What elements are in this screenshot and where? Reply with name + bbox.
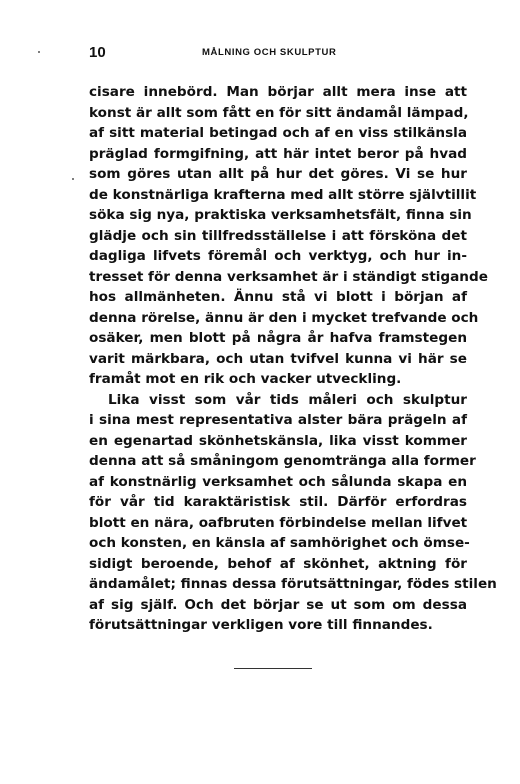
text-line: af sig själf. Och det börjar se ut som om dessa — [89, 596, 467, 613]
text-line: konst är allt som fått en för sitt ändamål lämpad, — [89, 104, 469, 121]
text-line: framåt mot en rik och vacker utveckling. — [89, 371, 402, 387]
text-line: blott en nära, oafbruten förbindelse mellan lifvet — [89, 514, 468, 531]
text-line: tresset för denna verksamhet är i ständigt stigande — [89, 268, 488, 285]
print-speck — [72, 178, 74, 180]
text-line: för vår tid karaktäristisk stil. Därför erfordras — [89, 494, 467, 510]
text-line: af sitt material betingad och af en viss stilkänsla — [89, 125, 467, 141]
running-head: MÅLNING OCH SKULPTUR — [202, 47, 337, 58]
text-line: glädje och sin tillfredsställelse i att försköna det — [89, 227, 467, 244]
text-line: Lika visst som vår tids måleri och skulptur — [108, 391, 467, 408]
paragraph-2 — [89, 390, 497, 636]
text-line: denna rörelse, ännu är den i mycket trefvande och — [89, 309, 479, 326]
text-line: präglad formgifning, att här intet beror på hvad — [89, 145, 467, 162]
text-line: som göres utan allt på hur det göres. Vi se hur — [89, 166, 467, 182]
text-line: förutsättningar verkligen vore till finnandes. — [89, 617, 433, 633]
print-speck — [38, 51, 40, 53]
text-line: och konsten, en känsla af samhörighet och ömse- — [89, 535, 470, 551]
text-line: osäker, men blott på några år hafva framstegen — [89, 330, 467, 346]
text-line: denna att så småningom genomtränga alla former — [89, 453, 476, 469]
text-line: af konstnärlig verksamhet och sålunda skapa en — [89, 473, 467, 490]
text-line: hos allmänheten. Ännu stå vi blott i början af — [89, 289, 467, 305]
text-line: i sina mest representativa alster bära prägeln af — [89, 412, 467, 428]
paragraph-1 — [89, 82, 488, 390]
closing-rule — [234, 668, 312, 669]
text-line: ändamålet; finnas dessa förutsättningar, födes stilen — [89, 576, 497, 592]
text-line: varit märkbara, och utan tvifvel kunna vi här se — [89, 350, 467, 367]
text-line: söka sig nya, praktiska verksamhetsfält, finna sin — [89, 207, 472, 223]
page-number: 10 — [89, 44, 106, 61]
body-text — [89, 82, 497, 636]
text-line: en egenartad skönhetskänsla, lika visst kommer — [89, 432, 467, 449]
text-line: sidigt beroende, behof af skönhet, aktning för — [89, 555, 467, 572]
text-line: cisare innebörd. Man börjar allt mera inse att — [89, 84, 467, 100]
text-line: de konstnärliga krafterna med allt större självtillit — [89, 186, 477, 203]
text-line: dagliga lifvets föremål och verktyg, och hur in- — [89, 248, 467, 264]
